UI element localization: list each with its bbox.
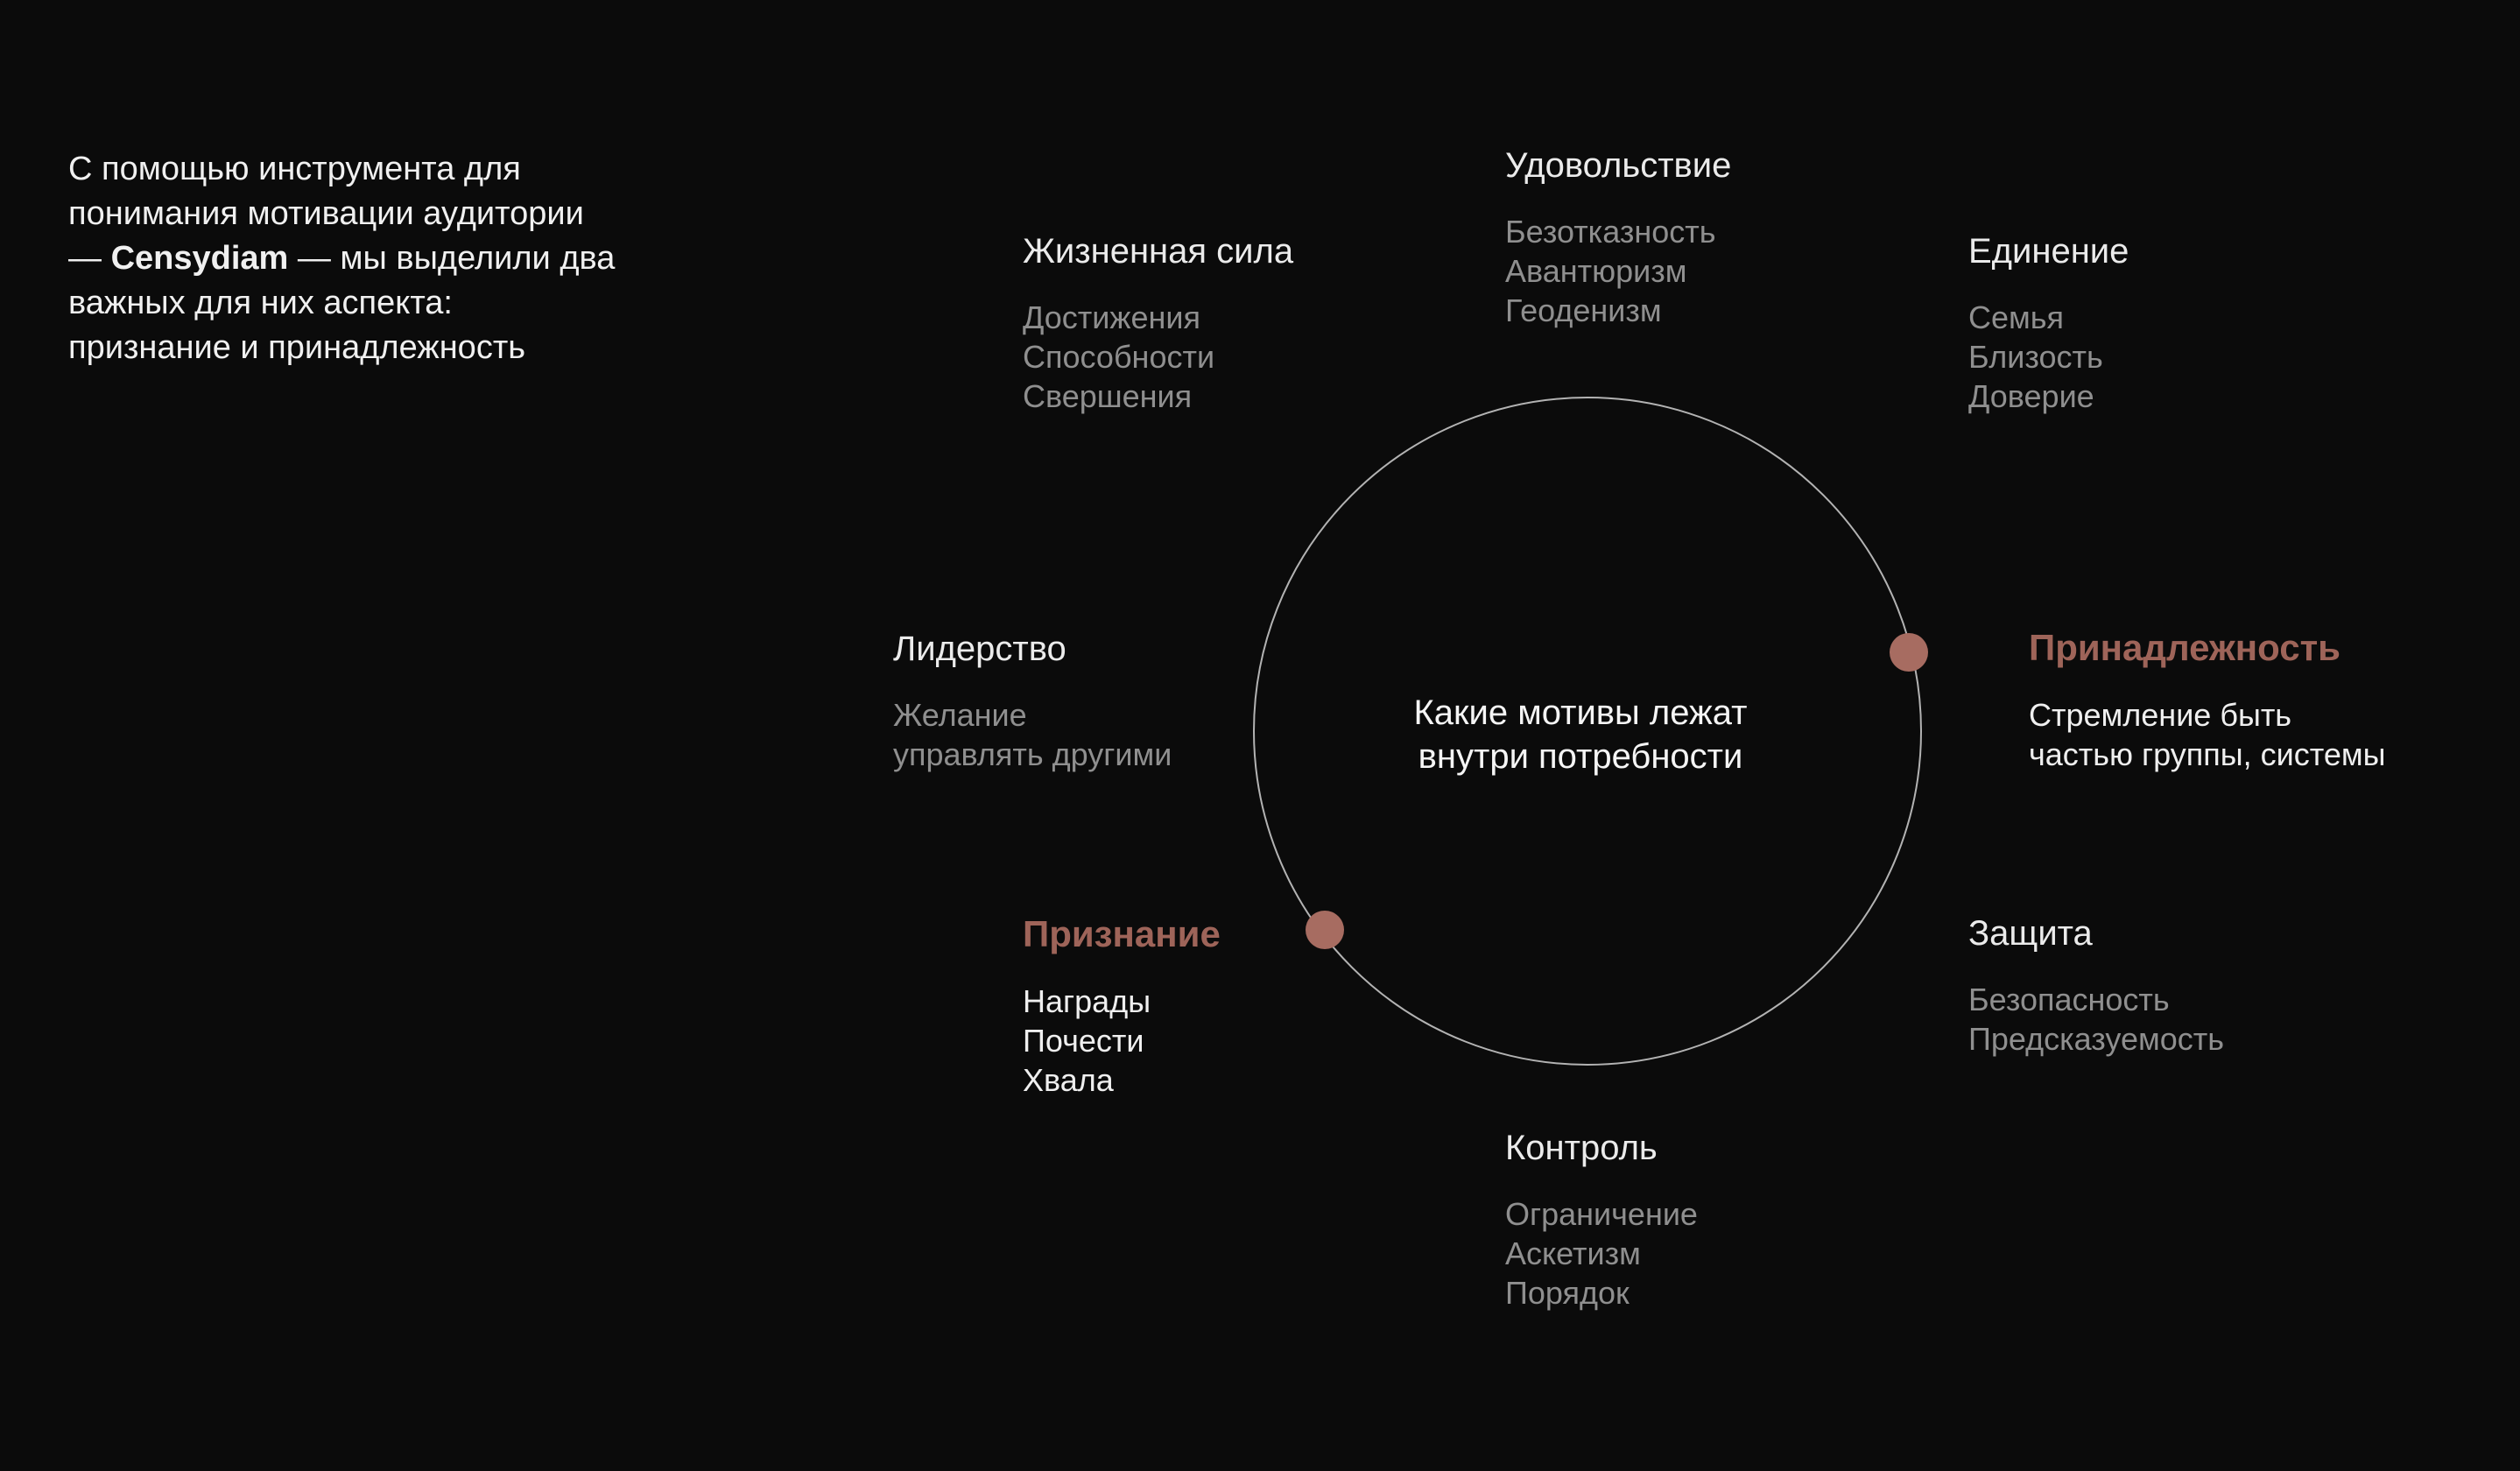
section-items-control xyxy=(1505,1194,1698,1313)
section-item: Ограничение xyxy=(1505,1196,1698,1232)
recognition-marker-dot xyxy=(1306,911,1344,949)
center-question xyxy=(1248,691,1913,778)
intro-line: важных для них аспекта: xyxy=(68,285,453,321)
center-question-line: Какие мотивы лежат xyxy=(1413,693,1748,732)
intro-paragraph xyxy=(68,147,699,370)
intro-line: С помощью инструмента для xyxy=(68,151,521,187)
section-item: Свершения xyxy=(1023,378,1193,414)
section-item: Почести xyxy=(1023,1023,1144,1059)
section-item: частью группы, системы xyxy=(2029,736,2386,772)
section-title-control: Контроль xyxy=(1505,1129,1658,1167)
section-protection xyxy=(1968,914,2224,1059)
section-item: Награды xyxy=(1023,983,1151,1019)
intro-line: признание и принадлежность xyxy=(68,329,526,366)
brand-name: Censydiam xyxy=(110,240,289,277)
intro-line: — xyxy=(68,240,111,277)
section-item: Безотказность xyxy=(1505,214,1716,250)
section-item: Доверие xyxy=(1968,378,2094,414)
section-items-unity xyxy=(1968,298,2129,416)
section-unity xyxy=(1968,232,2129,416)
section-item: Порядок xyxy=(1505,1275,1630,1311)
section-item: Стремление быть xyxy=(2029,697,2292,733)
section-title-vitality: Жизненная сила xyxy=(1023,232,1294,271)
section-title-protection: Защита xyxy=(1968,914,2093,953)
section-item: Предсказуемость xyxy=(1968,1021,2225,1057)
section-item: Безопасность xyxy=(1968,982,2170,1017)
section-item: Близость xyxy=(1968,339,2103,375)
section-items-vitality xyxy=(1023,298,1293,416)
section-recognition xyxy=(1023,914,1221,1100)
section-item: Геоденизм xyxy=(1505,292,1662,328)
section-title-leadership: Лидерство xyxy=(893,630,1066,668)
section-item: Аскетизм xyxy=(1505,1235,1641,1271)
section-leadership xyxy=(893,630,1172,774)
section-belonging xyxy=(2029,628,2385,774)
section-item: Авантюризм xyxy=(1505,253,1687,289)
section-control xyxy=(1505,1129,1698,1313)
section-items-recognition xyxy=(1023,982,1221,1100)
section-item: Способности xyxy=(1023,339,1215,375)
section-vitality xyxy=(1023,232,1293,416)
section-title-unity: Единение xyxy=(1968,232,2129,271)
center-question-line: внутри потребности xyxy=(1418,737,1743,776)
intro-line: — мы выделили два xyxy=(288,240,616,277)
belonging-marker-dot xyxy=(1890,633,1928,672)
section-items-leadership xyxy=(893,695,1172,774)
section-items-belonging xyxy=(2029,695,2385,774)
section-item: управлять другими xyxy=(893,736,1172,772)
section-item: Семья xyxy=(1968,299,2065,335)
section-title-recognition: Признание xyxy=(1023,913,1221,954)
section-item: Желание xyxy=(893,697,1027,733)
section-item: Хвала xyxy=(1023,1062,1114,1098)
section-title-belonging: Принадлежность xyxy=(2029,627,2341,668)
section-title-pleasure: Удовольствие xyxy=(1505,146,1732,185)
intro-line: понимания мотивации аудитории xyxy=(68,195,584,232)
section-items-protection xyxy=(1968,980,2224,1059)
section-items-pleasure xyxy=(1505,212,1731,330)
section-pleasure xyxy=(1505,146,1731,330)
section-item: Достижения xyxy=(1023,299,1200,335)
